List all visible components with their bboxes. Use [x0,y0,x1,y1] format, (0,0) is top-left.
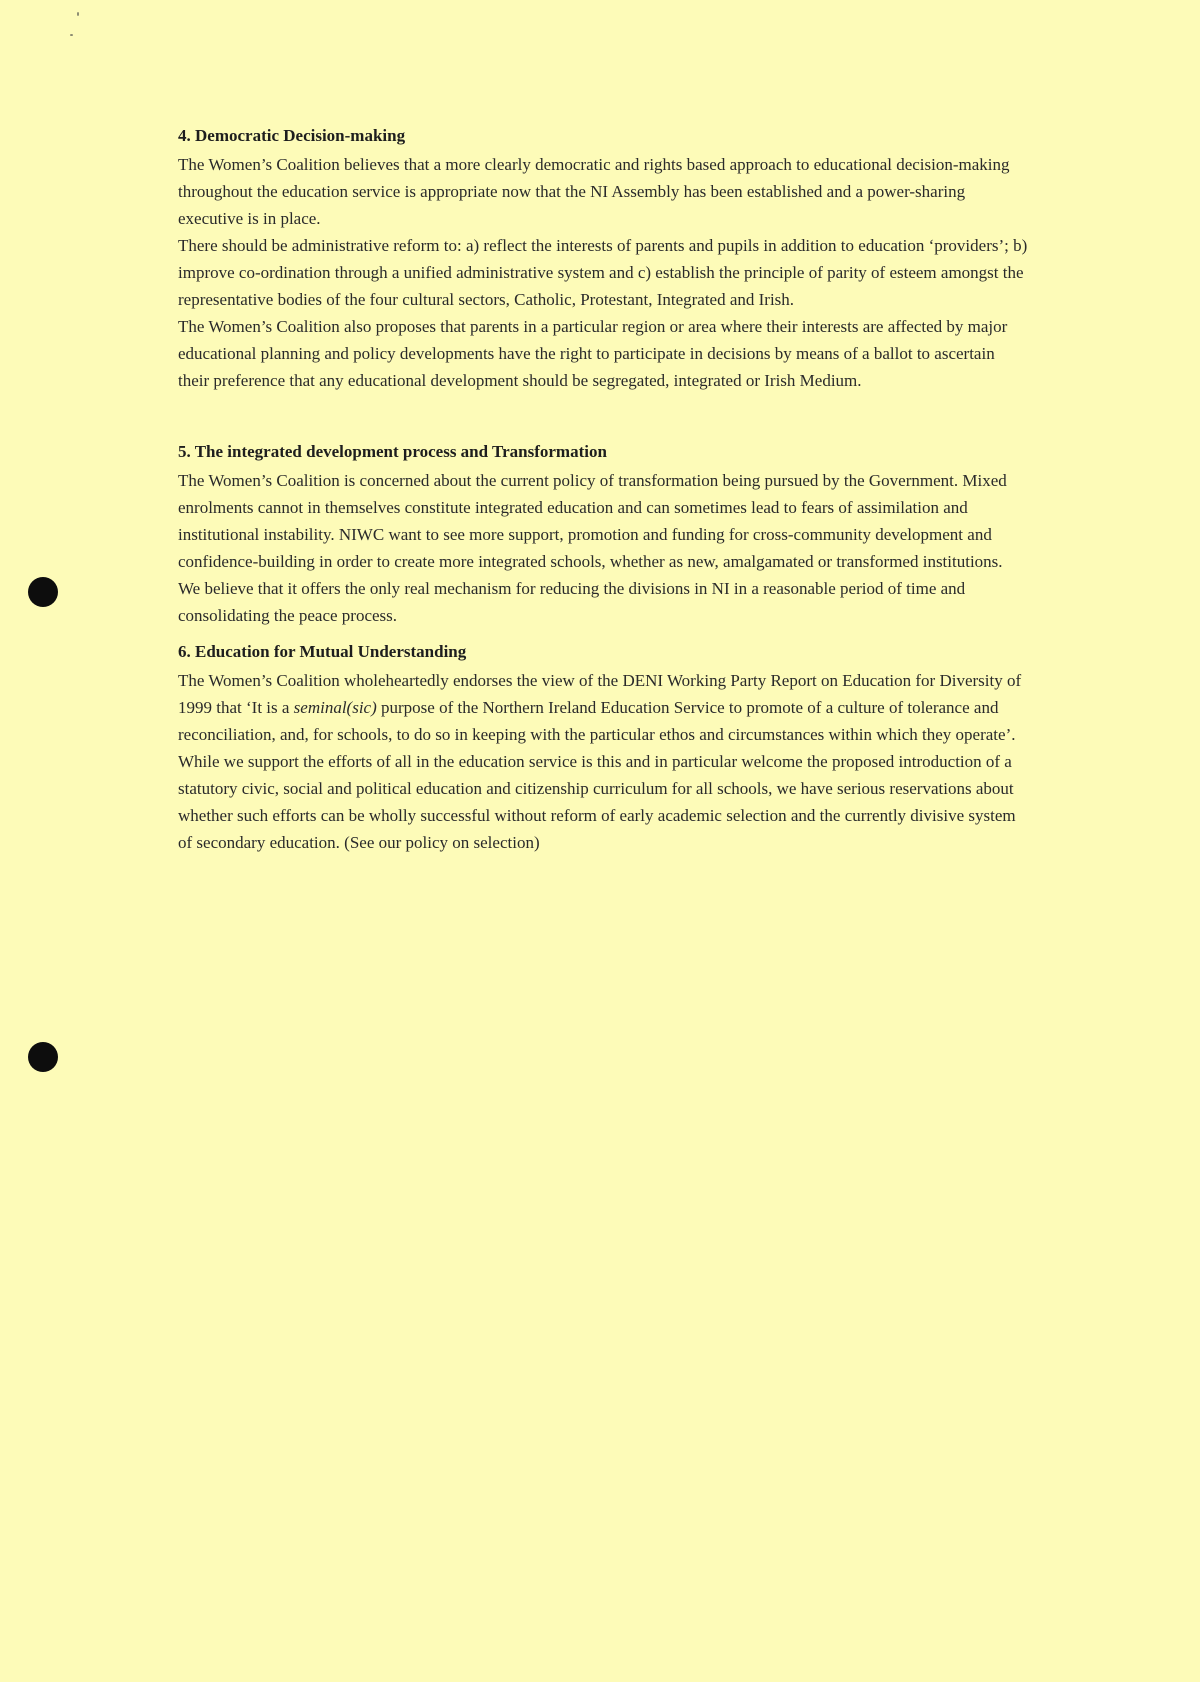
paragraph [178,667,1028,856]
paragraph-text: purpose of the Northern Ireland Education Service to promote of a culture of tolerance and reconciliation, and, for schools, to do so in keeping with the particular ethos and circumstances within which they operate’. While we support the efforts of all in the education service is this and in particular welcome the proposed introduction of a statutory civic, social and political education and citizenship curriculum for all schools, we have serious reservations about whether such efforts can be wholly successful without reform of early academic selection and the currently divisive system of secondary education. (See our policy on selection) [178,698,1016,852]
section-democratic-decision-making [178,123,1028,394]
section-integrated-development [178,439,1028,629]
paragraph: The Women’s Coalition believes that a more clearly democratic and rights based approach to educational decision-making throughout the education service is appropriate now that the NI Assembly has been established and a power-sharing executive is in place. [178,155,1010,228]
section-mutual-understanding [178,639,1028,856]
section-heading: 5. The integrated development process and Transformation [178,442,607,461]
paragraph-text: The Women’s Coalition wholeheartedly endorses the view of the DENI Working Party Report on Education for Diversity of 1999 that ‘It is a [178,671,1022,717]
section-heading: 4. Democratic Decision-making [178,126,406,145]
punch-hole-bottom [28,1042,58,1072]
paragraph: There should be administrative reform to: a) reflect the interests of parents and pupils in addition to education ‘providers’; b) improve co-ordination through a unified administrative system and c) establish the principle of parity of esteem amongst the representative bodies of the four cultural sectors, Catholic, Protestant, Integrated and Irish. [178,236,1028,309]
punch-hole-top [28,577,58,607]
scan-speck [70,34,73,36]
paragraph: The Women’s Coalition is concerned about the current policy of transformation being pursued by the Government. Mixed enrolments cannot in themselves constitute integrated education and can sometimes lead to fears of assimilation and institutional instability. NIWC want to see more support, promotion and funding for cross-community development and confidence-building in order to create more integrated schools, whether as new, amalgamated or transformed institutions. We believe that it offers the only real mechanism for reducing the divisions in NI in a reasonable period of time and consolidating the peace process. [178,471,1007,625]
paragraph: The Women’s Coalition also proposes that parents in a particular region or area where their interests are affected by major educational planning and policy developments have the right to participate in decisions by means of a ballot to ascertain their preference that any educational development should be segregated, integrated or Irish Medium. [178,317,1008,390]
document-body [178,123,1028,856]
scan-speck [77,12,79,16]
section-heading: 6. Education for Mutual Understanding [178,642,467,661]
italic-term: seminal(sic) [293,698,377,717]
